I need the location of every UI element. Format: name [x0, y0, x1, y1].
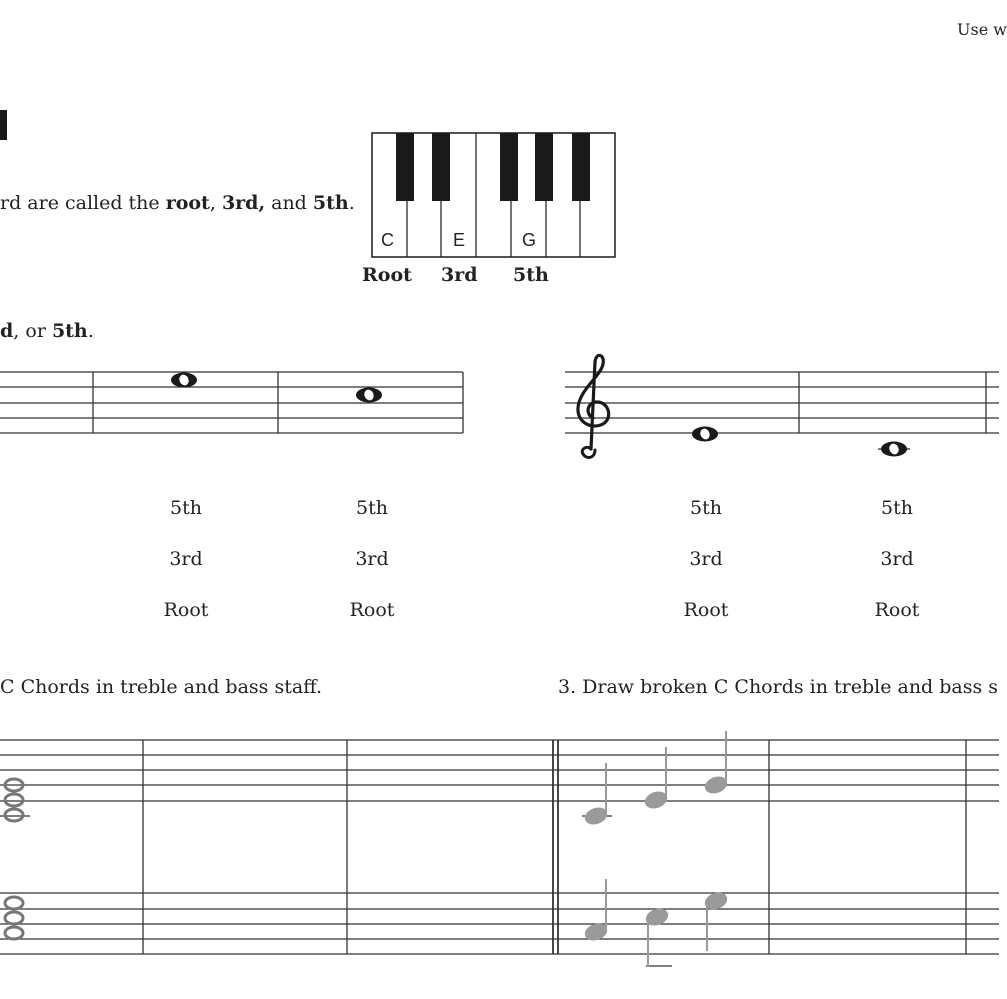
exercise1-right-staff — [565, 350, 999, 465]
choice-root[interactable]: Root — [349, 599, 395, 621]
broken-chord-treble — [583, 731, 729, 827]
intro-fifth: 5th — [312, 192, 349, 214]
choice-5th[interactable]: 5th — [881, 497, 913, 519]
black-key — [572, 133, 590, 201]
choice-3rd[interactable]: 3rd — [689, 548, 723, 570]
chord-stack-bass — [5, 897, 23, 939]
choice-3rd[interactable]: 3rd — [880, 548, 914, 570]
exercise3-instruction: 3. Draw broken C Chords in treble and bass s — [558, 676, 999, 698]
choice-5th[interactable]: 5th — [170, 497, 202, 519]
exercise1-instruction-bold: 5th — [51, 320, 88, 342]
whole-note — [356, 388, 382, 403]
key-label-c: C — [381, 230, 394, 250]
key-label-g: G — [522, 230, 537, 250]
black-key — [432, 133, 450, 201]
intro-prefix: rd are called the — [0, 192, 166, 214]
intro-end: . — [348, 192, 355, 214]
choice-5th[interactable]: 5th — [690, 497, 722, 519]
degree-label-root: Root — [362, 264, 412, 286]
exercise1-instruction — [0, 320, 94, 342]
key-label-e: E — [453, 230, 466, 250]
exercise1-instruction-prefix: d — [0, 320, 14, 342]
degree-label-5th: 5th — [513, 264, 549, 286]
choice-root[interactable]: Root — [874, 599, 920, 621]
choice-5th[interactable]: 5th — [356, 497, 388, 519]
intro-third: 3rd, — [221, 192, 266, 214]
treble-clef-icon — [578, 355, 609, 457]
black-key — [535, 133, 553, 201]
choice-root[interactable]: Root — [683, 599, 729, 621]
whole-note — [171, 373, 197, 388]
choice-3rd[interactable]: 3rd — [355, 548, 389, 570]
black-key — [500, 133, 518, 201]
black-key — [396, 133, 414, 201]
intro-root: root — [165, 192, 210, 214]
exercise1-left-staff — [0, 370, 470, 440]
grand-staff — [0, 725, 999, 975]
whole-note — [692, 427, 718, 442]
exercise1-instruction-end: . — [87, 320, 94, 342]
section-title-mark — [0, 110, 7, 140]
intro-sep2: and — [265, 192, 313, 214]
exercise2-instruction: C Chords in treble and bass staff. — [0, 676, 323, 698]
exercise1-instruction-middle: , or — [13, 320, 52, 342]
whole-note — [881, 442, 907, 457]
intro-text — [0, 192, 355, 214]
choice-root[interactable]: Root — [163, 599, 209, 621]
intro-sep1: , — [209, 192, 222, 214]
choice-3rd[interactable]: 3rd — [169, 548, 203, 570]
keyboard-diagram — [371, 132, 617, 260]
header-note: Use w — [957, 20, 1007, 39]
degree-label-3rd: 3rd — [441, 264, 478, 286]
